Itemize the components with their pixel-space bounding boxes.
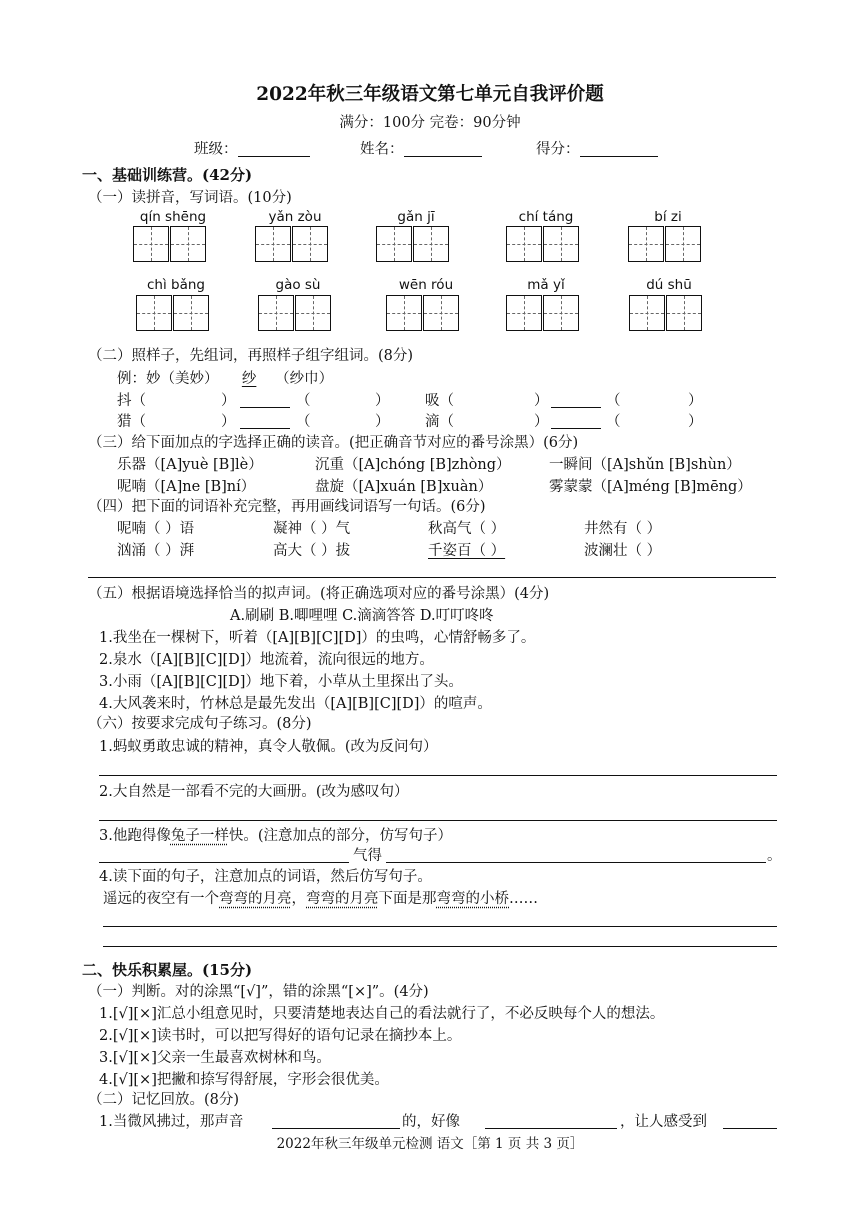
idiom-item[interactable]: 高大（ ）拔	[273, 543, 351, 559]
task-3-end: 。	[767, 848, 782, 864]
task-4-part: 遥远的夜空有一个	[103, 891, 219, 907]
pinyin-5: bí zi	[654, 209, 682, 225]
task-4-part: 下面是那	[378, 891, 437, 907]
q1-2-row1b: 吸（	[425, 393, 454, 409]
task-4-dotted: 弯弯的小桥	[436, 891, 509, 907]
q1-5-title: （五）根据语境选择恰当的拟声词。(将正确选项对应的番号涂黑）(4分)	[88, 586, 550, 602]
example-word: （纱巾）	[275, 371, 334, 387]
score-field	[536, 142, 658, 157]
writing-box[interactable]	[136, 295, 210, 331]
class-blank[interactable]	[238, 142, 310, 157]
name-blank[interactable]	[404, 142, 482, 157]
answer-line[interactable]	[103, 926, 777, 927]
q1-3-title: （三）给下面加点的字选择正确的读音。(把正确音节对应的番号涂黑）(6分)	[88, 435, 579, 451]
pinyin-9: mǎ yǐ	[527, 277, 565, 293]
pinyin-2: yǎn zòu	[268, 209, 322, 225]
answer-line[interactable]	[240, 428, 290, 429]
writing-box[interactable]	[386, 295, 460, 331]
pron-item[interactable]: 沉重（[A]chóng [B]zhòng）	[315, 457, 511, 473]
recall-part-b: 的，好像	[402, 1114, 460, 1130]
onomatopoeia-item[interactable]: 4.大风袭来时，竹林总是最先发出（[A][B][C][D]）的喧声。	[99, 696, 492, 712]
recall-part-a: 1.当微风拂过，那声音	[99, 1114, 244, 1130]
pron-item[interactable]: 雾蒙蒙（[A]méng [B]mēng）	[549, 479, 752, 495]
q1-1-title: （一）读拼音，写词语。(10分)	[88, 190, 292, 206]
writing-box[interactable]	[133, 226, 207, 262]
sentence-task-2: 2.大自然是一部看不完的大画册。(改为感叹句）	[99, 784, 409, 800]
writing-box[interactable]	[506, 295, 580, 331]
pinyin-3: gǎn jī	[397, 209, 435, 225]
sentence-task-1: 1.蚂蚁勇敢忠诚的精神，真令人敬佩。(改为反问句）	[99, 739, 438, 755]
sentence-task-4: 4.读下面的句子，注意加点的词语，然后仿写句子。	[99, 869, 432, 885]
score-label: 得分：	[536, 141, 580, 158]
task-4-sentence	[103, 892, 538, 907]
answer-line[interactable]	[551, 428, 601, 429]
score-blank[interactable]	[580, 142, 658, 157]
judge-item[interactable]: 3.[√][×]父亲一生最喜欢树林和鸟。	[99, 1050, 331, 1066]
q1-2-row2a: 猎（	[117, 414, 146, 430]
judge-item[interactable]: 2.[√][×]读书时，可以把写得好的语句记录在摘抄本上。	[99, 1028, 462, 1044]
task-4-dotted: 弯弯的月亮	[219, 891, 292, 907]
paren-open: （	[606, 393, 621, 409]
pinyin-1: qín shēng	[139, 209, 207, 225]
judge-item[interactable]: 4.[√][×]把撇和捺写得舒展，字形会很优美。	[99, 1072, 389, 1088]
answer-line[interactable]	[99, 820, 777, 821]
judge-item[interactable]: 1.[√][×]汇总小组意见时，只要清楚地表达自己的看法就行了，不必反映每个人的想法。	[99, 1006, 665, 1022]
idiom-item[interactable]: 秋高气（ ）	[428, 521, 506, 537]
answer-line[interactable]	[99, 775, 777, 776]
pinyin-10: dú shū	[646, 277, 692, 293]
answer-line[interactable]	[272, 1128, 400, 1129]
paren-close: ）	[688, 393, 703, 409]
page-title: 2022年秋三年级语文第七单元自我评价题	[256, 84, 604, 105]
task-3-part-a: 3.他跑得像	[99, 828, 171, 844]
paren-open: （	[296, 414, 311, 430]
paren-close: ）	[375, 414, 390, 430]
answer-line[interactable]	[99, 862, 349, 863]
pron-item[interactable]: 呢喃（[A]ne [B]ní）	[117, 479, 256, 495]
recall-part-c: ，让人感受到	[620, 1114, 707, 1130]
writing-box[interactable]	[629, 295, 703, 331]
q1-4-title: （四）把下面的词语补充完整，再用画线词语写一句话。(6分)	[88, 499, 486, 515]
answer-line[interactable]	[723, 1128, 777, 1129]
pinyin-4: chí táng	[518, 209, 574, 225]
name-field	[360, 142, 482, 157]
q1-2-row1a: 抖（	[117, 393, 146, 409]
onomatopoeia-item[interactable]: 3.小雨（[A][B][C][D]）地下着，小草从土里探出了头。	[99, 674, 463, 690]
task-4-part: ，	[291, 891, 306, 907]
paren-close: ）	[375, 393, 390, 409]
writing-box[interactable]	[506, 226, 580, 262]
exam-meta: 满分：100分 完卷：90分钟	[339, 115, 521, 131]
class-field	[194, 142, 310, 157]
onomatopoeia-options: A.刷刷 B.唧哩哩 C.滴滴答答 D.叮叮咚咚	[230, 608, 494, 624]
idiom-item[interactable]: 井然有（ ）	[584, 521, 662, 537]
task-3-part-c: 快。(注意加点的部分，仿写句子）	[228, 828, 452, 844]
idiom-item[interactable]: 波澜壮（ ）	[584, 543, 662, 559]
answer-line[interactable]	[240, 407, 290, 408]
writing-box[interactable]	[628, 226, 702, 262]
pron-item[interactable]: 乐器（[A]yuè [B]lè）	[117, 457, 263, 473]
paren-close: ）	[688, 414, 703, 430]
sentence-line[interactable]	[88, 577, 776, 578]
answer-line[interactable]	[386, 862, 766, 863]
pinyin-6: chì bǎng	[147, 277, 205, 293]
q1-2-example	[117, 372, 333, 387]
answer-line[interactable]	[551, 407, 601, 408]
sentence-task-3	[99, 829, 452, 844]
writing-box[interactable]	[255, 226, 329, 262]
section-1-title: 一、基础训练营。(42分)	[82, 166, 253, 184]
idiom-item[interactable]: 汹涌（ ）湃	[117, 543, 195, 559]
idiom-item-underlined[interactable]: 千姿百（ ）	[428, 543, 506, 559]
name-label: 姓名：	[360, 141, 404, 158]
pinyin-7: gào sù	[275, 277, 321, 293]
class-label: 班级：	[194, 141, 238, 158]
q1-2-title: （二）照样子，先组词，再照样子组字组词。(8分)	[88, 348, 414, 364]
q2-1-title: （一）判断。对的涂黑“[√]”，错的涂黑“[×]”。(4分)	[88, 984, 429, 1000]
example-text: 例：妙（美妙）	[117, 371, 219, 387]
task-4-dotted: 弯弯的月亮	[306, 891, 379, 907]
q1-2-row2b: 滴（	[425, 414, 454, 430]
task-3-dotted: 兔子一样	[170, 828, 229, 844]
q1-6-title: （六）按要求完成句子练习。(8分)	[88, 716, 312, 732]
idiom-item[interactable]: 凝神（ ）气	[273, 521, 351, 537]
task-4-part: ……	[509, 891, 538, 907]
example-char: 纱	[241, 371, 257, 387]
task-3-mid: 气得	[353, 848, 382, 864]
paren-close: ）	[221, 393, 236, 409]
pron-item[interactable]: 盘旋（[A]xuán [B]xuàn）	[315, 479, 493, 495]
paren-close: ）	[221, 414, 236, 430]
paren-close: ）	[534, 414, 549, 430]
onomatopoeia-item[interactable]: 1.我坐在一棵树下，听着（[A][B][C][D]）的虫鸣，心情舒畅多了。	[99, 630, 536, 646]
page-footer: 2022年秋三年级单元检测 语文［第 1 页 共 3 页］	[276, 1136, 584, 1152]
writing-box[interactable]	[258, 295, 332, 331]
paren-open: （	[606, 414, 621, 430]
answer-line[interactable]	[485, 1128, 617, 1129]
paren-open: （	[296, 393, 311, 409]
writing-box[interactable]	[376, 226, 450, 262]
answer-line[interactable]	[103, 946, 777, 947]
onomatopoeia-item[interactable]: 2.泉水（[A][B][C][D]）地流着，流向很远的地方。	[99, 652, 434, 668]
pinyin-8: wēn róu	[398, 277, 454, 293]
paren-close: ）	[534, 393, 549, 409]
idiom-item[interactable]: 呢喃（ ）语	[117, 521, 195, 537]
pron-item[interactable]: 一瞬间（[A]shǔn [B]shùn）	[549, 457, 741, 473]
q2-2-title: （二）记忆回放。(8分)	[88, 1092, 240, 1108]
section-2-title: 二、快乐积累屋。(15分)	[82, 961, 253, 979]
